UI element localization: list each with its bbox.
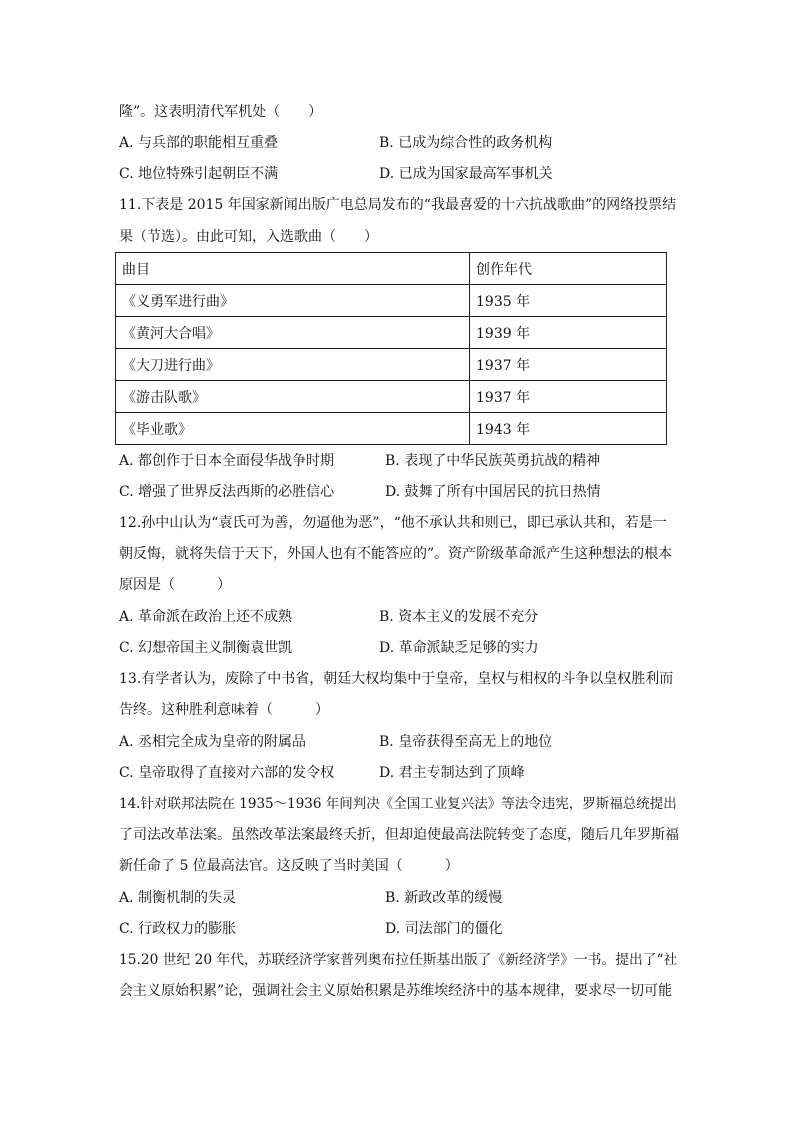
q12-stem-line-1: 12.孙中山认为“袁氏可为善，勿逼他为恶”，“他不承认共和则已，即已承认共和，若是一 [119, 515, 667, 531]
q11-stem-line-1: 11.下表是 2015 年国家新闻出版广电总局发布的“我最喜爱的十六抗战歌曲”的网络投票结 [119, 197, 677, 213]
q13-option-c: C. 皇帝取得了直接对六部的发令权 [119, 765, 335, 781]
table-cell: 《大刀进行曲》 [116, 349, 470, 381]
q13-option-a: A. 丞相完全成为皇帝的附属品 [119, 734, 307, 750]
q12-stem-line-2: 朝反悔，就将失信于天下，外国人也有不能答应的”。资产阶级革命派产生这种想法的根本 [119, 546, 673, 562]
table-cell: 《黄河大合唱》 [116, 317, 470, 349]
q10-option-d: D. 已成为国家最高军事机关 [379, 166, 553, 182]
table-header-cell: 曲目 [116, 253, 470, 285]
q14-option-a: A. 制衡机制的失灵 [119, 890, 237, 906]
q12-option-a: A. 革命派在政治上还不成熟 [119, 609, 293, 625]
q13-option-b: B. 皇帝获得至高无上的地位 [379, 734, 553, 750]
table-cell: 1937 年 [470, 381, 667, 413]
table-cell: 1937 年 [470, 349, 667, 381]
q10-option-c: C. 地位特殊引起朝臣不满 [119, 166, 279, 182]
q11-stem-line-2: 果（节选）。由此可知，入选歌曲（ ） [119, 229, 378, 245]
q11-option-a: A. 都创作于日本全面侵华战争时期 [119, 453, 335, 469]
table-row [116, 317, 667, 349]
q10-stem-tail: 隆”。这表明清代军机处（ ） [119, 104, 323, 120]
table-row [116, 381, 667, 413]
q14-option-c: C. 行政权力的膨胀 [119, 921, 237, 937]
table-cell: 《游击队歌》 [116, 381, 470, 413]
q11-option-b: B. 表现了中华民族英勇抗战的精神 [385, 453, 601, 469]
q14-stem-line-3: 新任命了 5 位最高法官。这反映了当时美国（ ） [119, 858, 459, 874]
q13-stem-line-2: 告终。这种胜利意味着（ ） [119, 702, 329, 718]
q12-option-d: D. 革命派缺乏足够的实力 [379, 640, 539, 656]
q10-option-a: A. 与兵部的职能相互重叠 [119, 135, 279, 151]
q10-option-b: B. 已成为综合性的政务机构 [379, 135, 553, 151]
q15-stem-line-2: 会主义原始积累”论，强调社会主义原始积累是苏维埃经济中的基本规律，要求尽一切可能 [119, 983, 673, 999]
table-cell: 1943 年 [470, 413, 667, 445]
table-header-cell: 创作年代 [470, 253, 667, 285]
q12-option-b: B. 资本主义的发展不充分 [379, 609, 539, 625]
table-row [116, 413, 667, 445]
q14-stem-line-2: 了司法改革法案。虽然改革法案最终夭折，但却迫使最高法院转变了态度，随后几年罗斯福 [119, 827, 679, 843]
table-cell: 《义勇军进行曲》 [116, 285, 470, 317]
song-vote-table [115, 252, 667, 445]
q13-option-d: D. 君主专制达到了顶峰 [379, 765, 525, 781]
q14-option-d: D. 司法部门的僵化 [385, 921, 503, 937]
q15-stem-line-1: 15.20 世纪 20 年代，苏联经济学家普列奥布拉任斯基出版了《新经济学》一书。提出了“社 [119, 952, 678, 968]
q11-option-c: C. 增强了世界反法西斯的必胜信心 [119, 484, 335, 500]
table-row [116, 349, 667, 381]
table-cell: 1935 年 [470, 285, 667, 317]
table-cell: 1939 年 [470, 317, 667, 349]
q12-stem-line-3: 原因是（ ） [119, 577, 231, 593]
q13-stem-line-1: 13.有学者认为，废除了中书省，朝廷大权均集中于皇帝，皇权与相权的斗争以皇权胜利而 [119, 671, 674, 687]
q14-stem-line-1: 14.针对联邦法院在 1935～1936 年间判决《全国工业复兴法》等法令违宪，罗斯福总统提出 [119, 796, 677, 812]
q14-option-b: B. 新政改革的缓慢 [385, 890, 503, 906]
table-header-row [116, 253, 667, 285]
q11-option-d: D. 鼓舞了所有中国居民的抗日热情 [385, 484, 601, 500]
table-row [116, 285, 667, 317]
q12-option-c: C. 幻想帝国主义制衡袁世凯 [119, 640, 293, 656]
table-cell: 《毕业歌》 [116, 413, 470, 445]
